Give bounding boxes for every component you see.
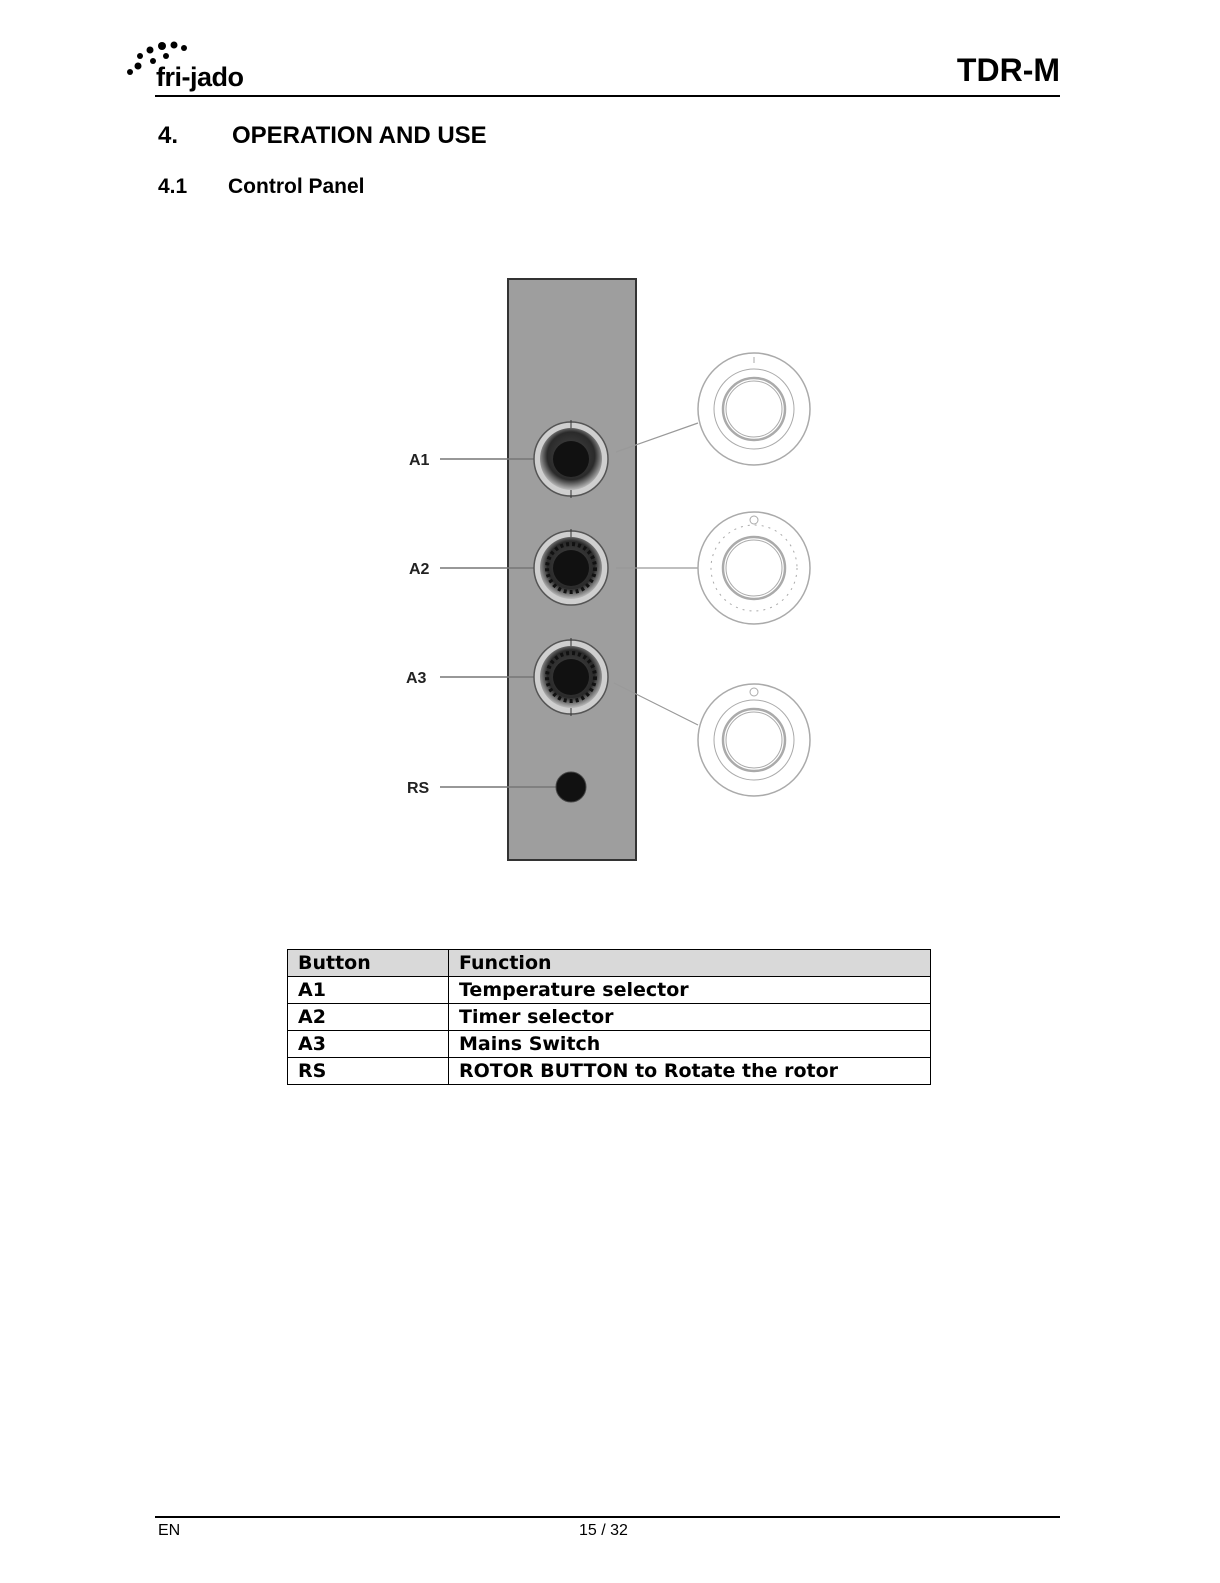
- figure-label-a2: A2: [409, 561, 430, 578]
- page-header: [126, 32, 1060, 98]
- table-cell-button: RS: [288, 1058, 449, 1085]
- table-cell-function: Temperature selector: [449, 977, 931, 1004]
- subsection-number: 4.1: [158, 175, 188, 198]
- figure-label-a1: A1: [409, 452, 430, 469]
- dial-detail-a2: [698, 512, 810, 624]
- table-cell-function: Timer selector: [449, 1004, 931, 1031]
- document-model: TDR-M: [956, 52, 1060, 88]
- table-cell-button: A1: [288, 977, 449, 1004]
- header-divider: [155, 95, 1060, 97]
- section-heading: [158, 122, 487, 150]
- table-header-row: [288, 950, 931, 977]
- table-row: [288, 1004, 931, 1031]
- brand-name: fri-jado: [156, 62, 244, 92]
- table-cell-button: A2: [288, 1004, 449, 1031]
- rotor-button-rs: [556, 772, 586, 802]
- control-panel-diagram: [396, 270, 826, 870]
- table-row: [288, 1058, 931, 1085]
- dial-detail-a1: [698, 353, 810, 465]
- table-cell-function: ROTOR BUTTON to Rotate the rotor: [449, 1058, 931, 1085]
- knob-a1: [534, 420, 608, 498]
- table-row: [288, 1031, 931, 1058]
- figure-label-rs: RS: [407, 780, 430, 797]
- brand-logo: [126, 36, 276, 92]
- table-cell-button: A3: [288, 1031, 449, 1058]
- table-row: [288, 977, 931, 1004]
- knob-a3: [534, 638, 608, 716]
- button-function-table: [287, 949, 931, 1085]
- figure-label-a3: A3: [406, 670, 427, 687]
- table-header-button: Button: [288, 950, 449, 977]
- subsection-heading: [158, 175, 365, 199]
- section-number: 4.: [158, 122, 179, 149]
- footer-language: EN: [158, 1522, 181, 1539]
- dial-detail-a3: [698, 684, 810, 796]
- page-number: 15 / 32: [579, 1522, 628, 1539]
- table-header-function: Function: [449, 950, 931, 977]
- subsection-title: Control Panel: [228, 175, 365, 198]
- table-cell-function: Mains Switch: [449, 1031, 931, 1058]
- footer-divider: [155, 1516, 1060, 1518]
- section-title: OPERATION AND USE: [232, 122, 487, 149]
